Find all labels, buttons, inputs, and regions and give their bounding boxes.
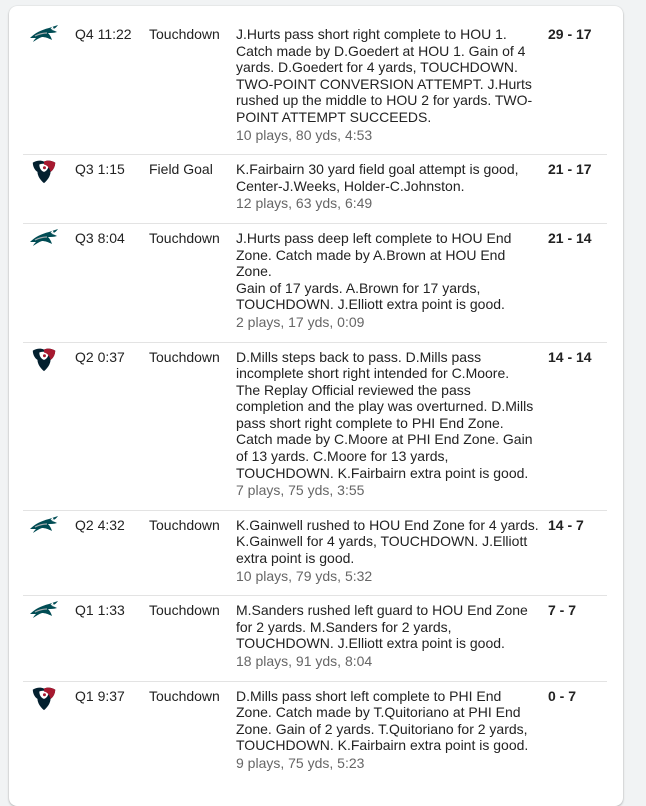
play-type: Touchdown bbox=[149, 229, 220, 246]
play-time: Q2 4:32 bbox=[75, 516, 125, 533]
play-time: Q1 1:33 bbox=[75, 602, 125, 619]
play-type: Touchdown bbox=[149, 687, 220, 704]
play-description-line: for 2 yards. M.Sanders for 2 yards, bbox=[236, 618, 452, 635]
play-description-line: rushed up the middle to HOU 2 for yards. TWO- bbox=[236, 92, 533, 109]
scoring-summary-card bbox=[9, 6, 623, 806]
drive-stats: 7 plays, 75 yds, 3:55 bbox=[236, 482, 365, 499]
scoring-play-row bbox=[23, 155, 607, 224]
play-description-line: J.Hurts pass short right complete to HOU 1. bbox=[236, 26, 507, 42]
play-description-line: incomplete short right intended for C.Moore. bbox=[236, 365, 510, 382]
play-description-line: TOUCHDOWN. J.Elliott extra point is good. bbox=[236, 635, 505, 652]
scoring-play-row bbox=[23, 20, 607, 155]
play-description bbox=[236, 511, 540, 595]
eagles-logo-icon bbox=[29, 600, 59, 622]
play-description-line: D.Mills pass short left complete to PHI End bbox=[236, 687, 502, 704]
play-description-line: Zone. Catch made by T.Quitoriano at PHI End bbox=[236, 704, 521, 721]
drive-stats: 10 plays, 79 yds, 5:32 bbox=[236, 567, 373, 584]
play-description bbox=[236, 20, 540, 154]
texans-logo-icon bbox=[30, 684, 60, 706]
scoring-play-row bbox=[23, 224, 607, 343]
eagles-logo-icon bbox=[29, 24, 59, 46]
play-description-line: POINT ATTEMPT SUCCEEDS. bbox=[236, 108, 432, 125]
scoring-play-row bbox=[23, 596, 607, 681]
score: 21 - 14 bbox=[548, 229, 592, 246]
play-description bbox=[236, 224, 540, 342]
drive-stats: 9 plays, 75 yds, 5:23 bbox=[236, 754, 365, 771]
score: 29 - 17 bbox=[548, 26, 592, 42]
play-description-line: completion and the play was overturned. D.Mills bbox=[236, 398, 534, 415]
play-type: Touchdown bbox=[149, 26, 220, 42]
play-description bbox=[236, 155, 540, 223]
play-description-line: TWO-POINT CONVERSION ATTEMPT. J.Hurts bbox=[236, 75, 532, 92]
play-description-line: K.Fairbairn 30 yard field goal attempt is good, bbox=[236, 161, 519, 178]
play-description-line: K.Gainwell for 4 yards, TOUCHDOWN. J.Elliott bbox=[236, 533, 528, 550]
score: 0 - 7 bbox=[548, 687, 577, 704]
play-description-line: TOUCHDOWN. K.Fairbairn extra point is good. bbox=[236, 737, 529, 754]
play-type: Field Goal bbox=[149, 161, 213, 178]
play-description-line: J.Hurts pass deep left complete to HOU End bbox=[236, 229, 512, 246]
play-description bbox=[236, 343, 540, 510]
score: 14 - 14 bbox=[548, 348, 592, 365]
scoring-play-row bbox=[23, 343, 607, 511]
play-description-line: K.Gainwell rushed to HOU End Zone for 4 yards. bbox=[236, 516, 539, 533]
play-description-line: Gain of 17 yards. A.Brown for 17 yards, bbox=[236, 279, 481, 296]
scoring-plays-list bbox=[9, 20, 623, 783]
play-description bbox=[236, 682, 540, 783]
play-description-line: Catch made by D.Goedert at HOU 1. Gain of 4 bbox=[236, 42, 526, 59]
drive-stats: 2 plays, 17 yds, 0:09 bbox=[236, 313, 365, 330]
play-description-line: TOUCHDOWN. J.Elliott extra point is good. bbox=[236, 296, 505, 313]
play-time: Q4 11:22 bbox=[75, 26, 132, 42]
drive-stats: 18 plays, 91 yds, 8:04 bbox=[236, 653, 373, 669]
texans-logo-icon bbox=[30, 157, 60, 179]
drive-stats: 10 plays, 80 yds, 4:53 bbox=[236, 126, 373, 143]
play-description-line: Zone. Catch made by A.Brown at HOU End Zone. bbox=[236, 246, 506, 280]
play-description-line: extra point is good. bbox=[236, 550, 355, 567]
scoring-play-row bbox=[23, 511, 607, 596]
play-type: Touchdown bbox=[149, 602, 220, 619]
play-description-line: pass short right complete to PHI End Zone. bbox=[236, 414, 504, 431]
play-description bbox=[236, 596, 540, 680]
play-time: Q3 1:15 bbox=[75, 161, 125, 178]
scoring-play-row bbox=[23, 682, 607, 783]
play-description-line: yards. D.Goedert for 4 yards, TOUCHDOWN. bbox=[236, 59, 518, 76]
eagles-logo-icon bbox=[29, 228, 59, 250]
play-description-line: D.Mills steps back to pass. D.Mills pass bbox=[236, 348, 482, 365]
play-description-line: of 13 yards. C.Moore for 13 yards, bbox=[236, 448, 449, 465]
play-description-line: The Replay Official reviewed the pass bbox=[236, 381, 471, 398]
play-time: Q1 9:37 bbox=[75, 687, 125, 704]
score: 7 - 7 bbox=[548, 602, 577, 619]
play-time: Q3 8:04 bbox=[75, 229, 125, 246]
play-description-line: M.Sanders rushed left guard to HOU End Zone bbox=[236, 602, 528, 619]
texans-logo-icon bbox=[30, 345, 60, 367]
play-type: Touchdown bbox=[149, 348, 220, 365]
play-description-line: Center-J.Weeks, Holder-C.Johnston. bbox=[236, 177, 465, 194]
play-time: Q2 0:37 bbox=[75, 348, 125, 365]
score: 21 - 17 bbox=[548, 161, 592, 178]
drive-stats: 12 plays, 63 yds, 6:49 bbox=[236, 195, 373, 212]
play-type: Touchdown bbox=[149, 516, 220, 533]
play-description-line: Zone. Gain of 2 yards. T.Quitoriano for 2 yards, bbox=[236, 720, 528, 737]
play-description-line: TOUCHDOWN. K.Fairbairn extra point is good. bbox=[236, 464, 529, 481]
play-description-line: Catch made by C.Moore at PHI End Zone. Gain bbox=[236, 431, 533, 448]
score: 14 - 7 bbox=[548, 516, 584, 533]
eagles-logo-icon bbox=[29, 515, 59, 537]
